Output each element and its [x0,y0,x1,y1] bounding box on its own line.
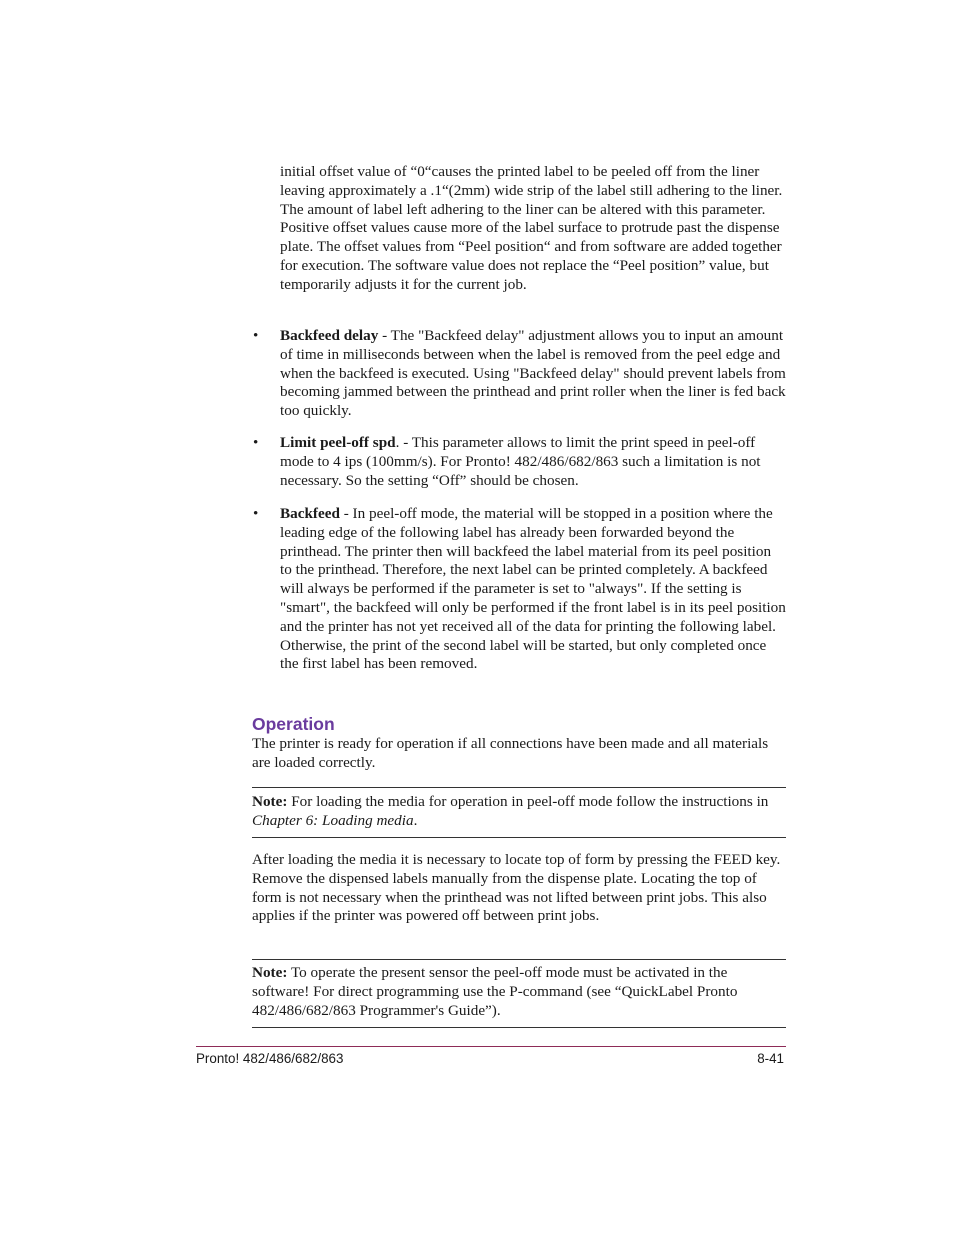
bullet-text: - The "Backfeed delay" adjustment allows you to input an amount of time in milliseconds between when the label is removed from the peel edge and when the backfeed is executed. Using "Backfeed delay" should prevent labels from becoming jammed between the printhead and print roller when the liner is fed back too quickly. [280,327,786,420]
note-divider-top [252,959,786,960]
note-present-sensor [252,964,786,1020]
bullet-limit-peel-off-spd [280,434,786,490]
note-label: Note: [252,793,288,810]
bullet-term: Limit peel-off spd [280,434,396,451]
note-loading-media [252,793,786,831]
note-label: Note: [252,964,288,981]
after-loading-paragraph: After loading the media it is necessary to locate top of form by pressing the FEED key. Remove the dispensed labels manually from the dispense plate. Locating the top of form is not necessary when the printhead was not lifted between print jobs. This also applies if the printer was powered off between print jobs. [252,851,781,925]
bullet-term: Backfeed delay [280,327,379,344]
bullet-backfeed-delay [280,327,786,421]
section-heading-operation: Operation [252,714,335,734]
bullet-marker: • [253,327,259,344]
bullet-marker: • [253,505,259,522]
note-end: . [413,811,418,829]
footer-page-number: 8-41 [757,1051,784,1066]
bullet-marker: • [253,434,259,451]
intro-paragraph: initial offset value of “0“causes the printed label to be peeled off from the liner leaving approximately a .1“(2mm) wide strip of the label still adhering to the liner. The amount of label left adhering to the liner can be altered with this parameter. Positive offset values cause more of the label surface to protrude past the dispense plate. The offset values from “Peel position“ and from software are added together for execution. The software value does not replace the “Peel position” value, but temporarily adjusts it for the current job. [280,163,783,293]
note-divider-bottom [252,1027,786,1028]
bullet-backfeed [280,505,786,674]
bullet-text: . - This parameter allows to limit the print speed in peel-off mode to 4 ips (100mm/s). For Pronto! 482/486/682/863 such a limitation is not necessary. So the setting “Off” should be chosen. [280,434,761,489]
note-text: To operate the present sensor the peel-off mode must be activated in the software! For direct programming use the P-command (see “QuickLabel Pronto 482/486/682/863 Programmer's Guide”). [252,964,738,1019]
note-divider-top [252,787,786,788]
operation-paragraph: The printer is ready for operation if all connections have been made and all materials are loaded correctly. [252,735,769,771]
note-text: For loading the media for operation in peel-off mode follow the instructions in [287,793,769,810]
note-divider-bottom [252,837,786,838]
bullet-text: - In peel-off mode, the material will be stopped in a position where the leading edge of the following label has already been forwarded beyond the printhead. The printer then will backfeed the label material from its peel position to the printhead. Therefore, the next label can be printed completely. A backfeed will always be performed if the parameter is set to "always". If the setting is "smart", the backfeed will only be performed if the front label is in its peel position and the printer has not yet received all of the data for printing the following label. Otherwise, the print of the second label will be started, but only completed once the first label has been removed. [280,505,786,673]
footer-product-name: Pronto! 482/486/682/863 [196,1051,344,1066]
bullet-term: Backfeed [280,505,340,522]
chapter-reference: Chapter 6: Loading media [252,811,414,829]
footer-rule [196,1046,786,1047]
